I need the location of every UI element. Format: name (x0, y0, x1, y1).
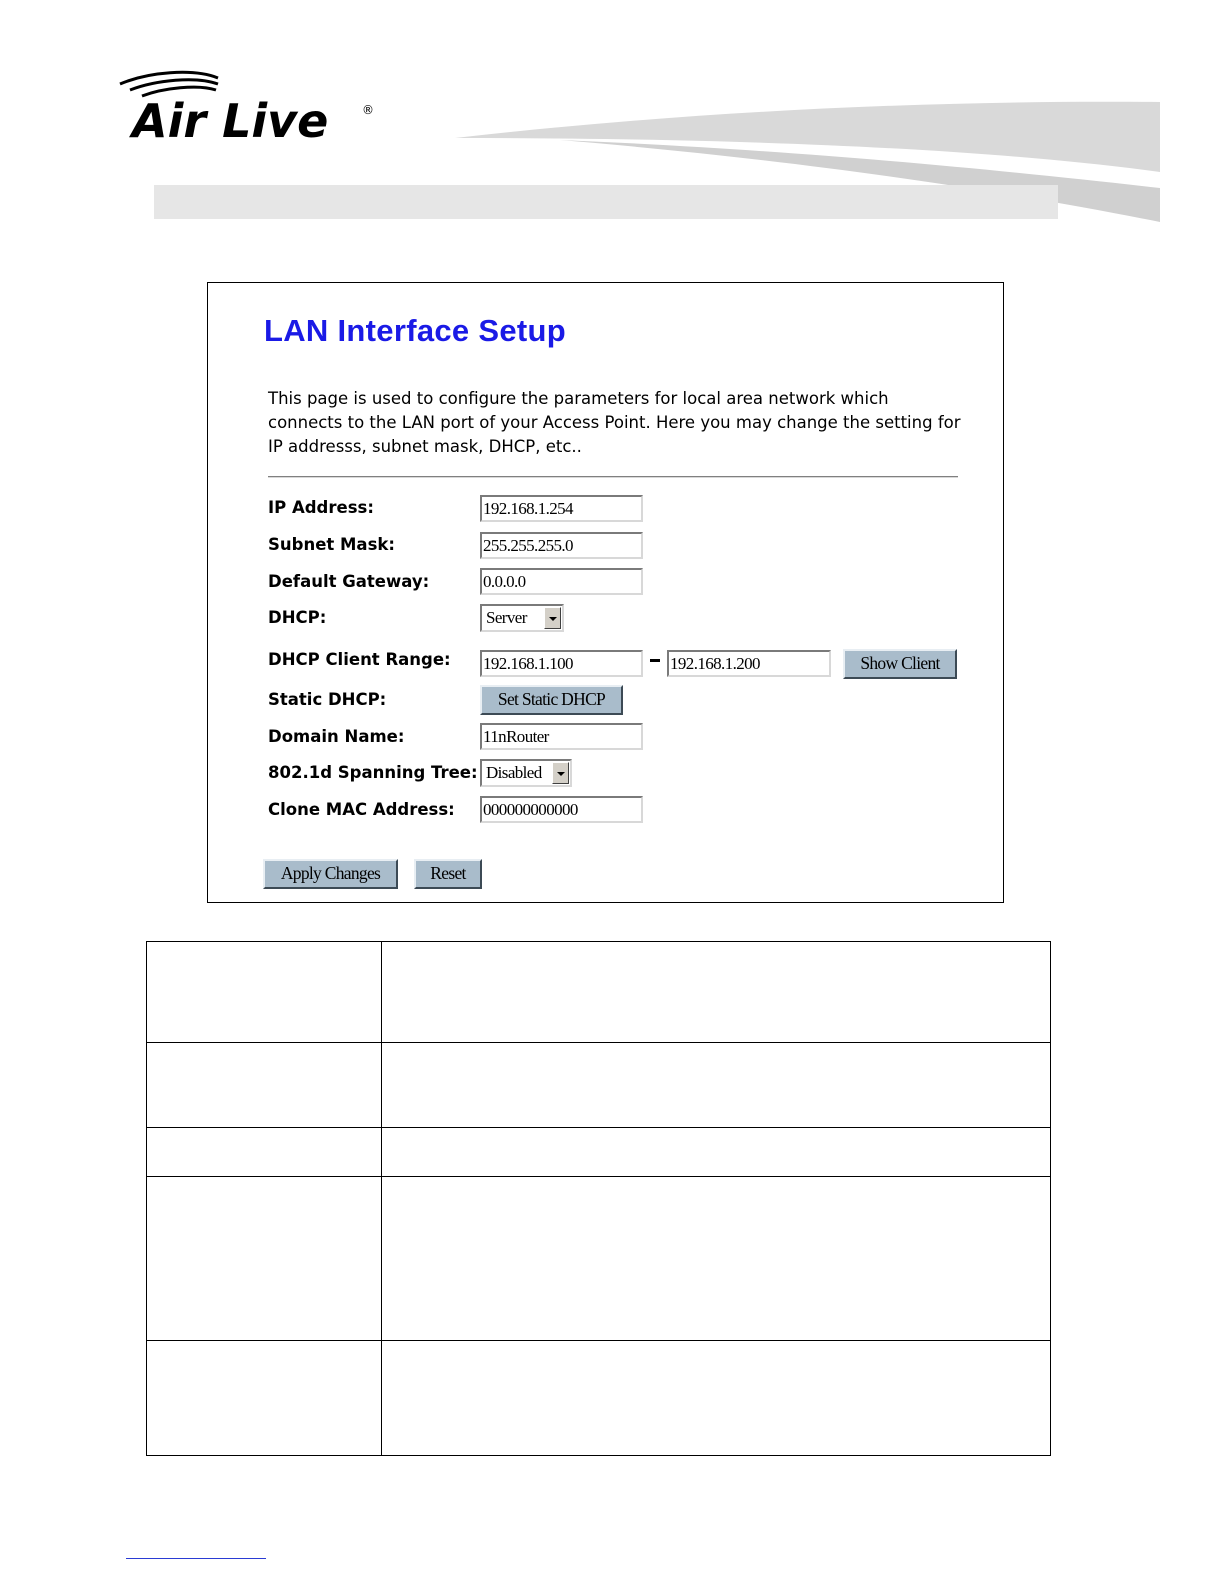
domain-name-input[interactable]: 11nRouter (480, 723, 643, 750)
chevron-down-icon[interactable] (544, 607, 561, 629)
subnet-mask-input[interactable]: 255.255.255.0 (480, 532, 643, 559)
subnet-mask-label: Subnet Mask: (268, 535, 395, 554)
domain-name-label: Domain Name: (268, 727, 405, 746)
table-row (147, 1043, 1051, 1128)
reset-button[interactable]: Reset (414, 859, 482, 889)
dhcp-select[interactable] (480, 604, 564, 632)
static-dhcp-label: Static DHCP: (268, 690, 387, 709)
default-gateway-label: Default Gateway: (268, 572, 430, 591)
set-static-dhcp-button[interactable]: Set Static DHCP (480, 685, 623, 715)
default-gateway-input[interactable]: 0.0.0.0 (480, 568, 643, 595)
lan-setup-panel (207, 282, 1004, 903)
apply-changes-button[interactable]: Apply Changes (263, 859, 398, 889)
table-cell (147, 1341, 382, 1456)
dhcp-client-range-label: DHCP Client Range: (268, 650, 451, 669)
dhcp-label: DHCP: (268, 608, 327, 627)
dhcp-range-end-input[interactable]: 192.168.1.200 (667, 650, 831, 677)
svg-text:Air Live: Air Live (132, 94, 329, 145)
range-dash (650, 659, 660, 662)
table-row (147, 1177, 1051, 1341)
ip-address-input[interactable]: 192.168.1.254 (480, 495, 643, 522)
table-cell (147, 1177, 382, 1341)
show-client-button[interactable]: Show Client (843, 649, 957, 679)
clone-mac-label: Clone MAC Address: (268, 800, 455, 819)
table-cell (147, 942, 382, 1043)
table-cell (147, 1043, 382, 1128)
table-row (147, 1341, 1051, 1456)
table-cell (147, 1128, 382, 1177)
dhcp-range-start-input[interactable]: 192.168.1.100 (480, 650, 643, 677)
table-row (147, 942, 1051, 1043)
dhcp-select-value: Server (486, 608, 527, 627)
spanning-tree-select-value: Disabled (486, 763, 542, 782)
table-cell (382, 1341, 1051, 1456)
chevron-down-icon[interactable] (552, 762, 569, 784)
table-row (147, 1128, 1051, 1177)
svg-text:®: ® (362, 103, 374, 117)
description-table (146, 941, 1051, 1456)
table-cell (382, 1177, 1051, 1341)
page-description: This page is used to configure the parameters for local area network which connects to the LAN port of your Access Point. Here you may change the setting for IP addresss, subnet mask, DHCP, etc.. (268, 389, 961, 456)
page-title: LAN Interface Setup (264, 313, 566, 348)
airlive-logo (118, 70, 378, 145)
ip-address-label: IP Address: (268, 498, 374, 517)
spanning-tree-select[interactable] (480, 759, 572, 787)
header-bar (154, 185, 1058, 219)
footer-link-underline (126, 1558, 266, 1559)
divider (268, 476, 958, 478)
spanning-tree-label: 802.1d Spanning Tree: (268, 763, 478, 782)
table-cell (382, 1128, 1051, 1177)
table-cell (382, 942, 1051, 1043)
clone-mac-input[interactable]: 000000000000 (480, 796, 643, 823)
table-cell (382, 1043, 1051, 1128)
